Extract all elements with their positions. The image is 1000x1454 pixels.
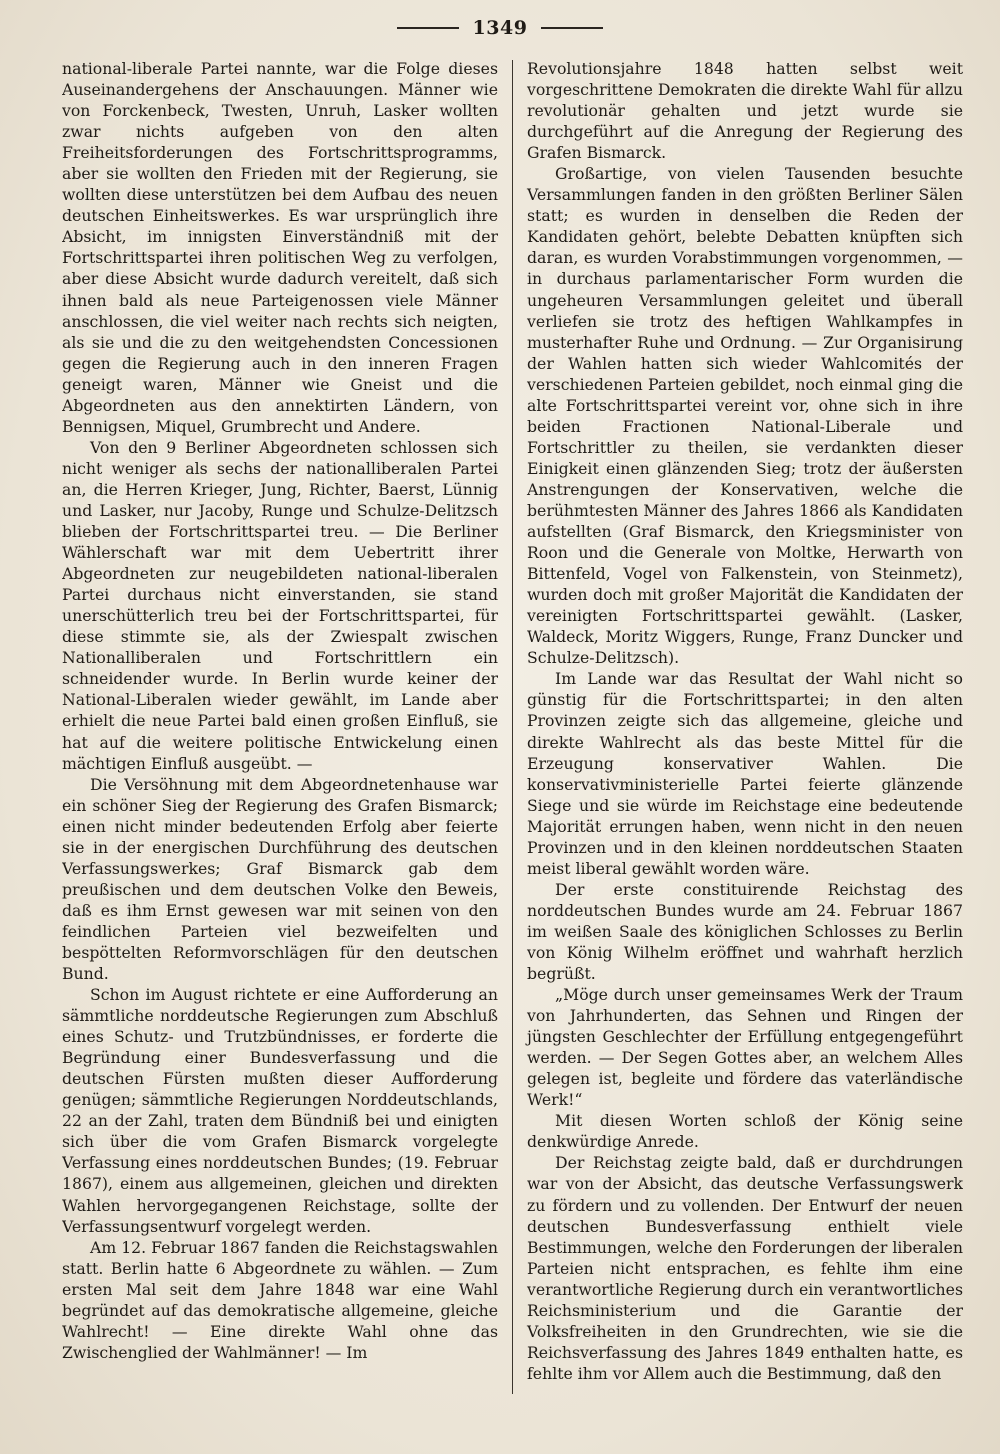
paragraph: Der erste constituirende Reichstag des norddeutschen Bundes wurde am 24. Februar 1867 im weißen Saale des königlichen Schlosses zu Berlin von König Wilhelm eröffnet und wahrhaft herzlich begrüßt. bbox=[527, 879, 963, 984]
text-columns bbox=[62, 58, 968, 1394]
paragraph: Revolutionsjahre 1848 hatten selbst weit vorgeschrittene Demokraten die direkte Wahl für allzu revolutionär gehalten und jetzt wurde sie durchgeführt auf die Anregung der Regierung des Grafen Bismarck. bbox=[527, 59, 963, 163]
left-column bbox=[62, 58, 508, 1394]
paragraph: Der Reichstag zeigte bald, daß er durchdrungen war von der Absicht, das deutsche Verfassungswerk zu fördern und zu vollenden. Der Entwurf der neuen deutschen Bundesverfassung enthielt viele Bestimmungen, welche den Forderungen der liberalen Parteien nicht entsprachen, es fehlte ihm eine verantwortliche Regierung durch ein verantwortliches Reichsministerium und die Garantie der Volksfreiheiten in den Grundrechten, wie sie die Reichsverfassung des Jahres 1849 enthalten hatte, es fehlte ihm vor Allem auch die Bestimmung, daß den bbox=[527, 1153, 963, 1383]
page-header bbox=[0, 14, 1000, 42]
paragraph: „Möge durch unser gemeinsames Werk der Traum von Jahrhunderten, das Sehnen und Ringen der jüngsten Geschlechter der Erfüllung entgegengeführt werden. — Der Segen Gottes aber, an welchem Alles gelegen ist, begleite und fördere das vaterländische Werk!“ bbox=[527, 985, 963, 1110]
header-rule-right bbox=[541, 27, 603, 29]
paragraph: Im Lande war das Resultat der Wahl nicht so günstig für die Fortschrittspartei; in den alten Provinzen zeigte sich das allgemeine, gleiche und direkte Wahlrecht als das beste Mittel für die Erzeugung konservativer Wahlen. Die konservativministerielle Partei feierte glänzende Siege und sie würde im Reichstage eine bedeutende Majorität errungen haben, wenn nicht in den neuen Provinzen und in den kleinen norddeutschen Staaten meist liberal gewählt worden wäre. bbox=[527, 669, 963, 878]
paragraph: Großartige, von vielen Tausenden besuchte Versammlungen fanden in den größten Berliner Sälen statt; es wurden in denselben die Reden der Kandidaten gehört, belebte Debatten knüpften sich daran, es wurden Vorabstimmungen vorgenommen, — in durchaus parlamentarischer Form wurden die ungeheuren Versammlungen geleitet und überall verliefen sie trotz des heftigen Wahlkampfes in musterhafter Ruhe und Ordnung. — Zur Organisirung der Wahlen hatten sich wieder Wahlcomités der verschiedenen Parteien gebildet, noch einmal ging die alte Fortschrittspartei vereint vor, ohne sich in ihre beiden Fractionen National-Liberale und Fortschrittler zu theilen, sie verdankten dieser Einigkeit einen glänzenden Sieg; trotz der äußersten Anstrengungen der Konservativen, welche die berühmtesten Männer des Jahres 1866 als Kandidaten aufstellten (Graf Bismarck, den Kriegsminister von Roon und die Generale von Moltke, Herwarth von Bittenfeld, Vogel von Falkenstein, von Steinmetz), wurden doch mit großer Majorität die Kandidaten der vereinigten Fortschrittspartei gewählt. (Lasker, Waldeck, Moritz Wiggers, Runge, Franz Duncker und Schulze-Delitzsch). bbox=[527, 164, 963, 668]
header-rule-left bbox=[397, 27, 459, 29]
paragraph: Von den 9 Berliner Abgeordneten schlossen sich nicht weniger als sechs der nationalliberalen Partei an, die Herren Krieger, Jung, Richter, Baerst, Lünnig und Lasker, nur Jacoby, Runge und Schulze-Delitzsch blieben der Fortschrittspartei treu. — Die Berliner Wählerschaft war mit dem Uebertritt ihrer Abgeordneten zur neugebildeten national-liberalen Partei durchaus nicht einverstanden, sie stand unerschütterlich treu bei der Fortschrittspartei, für diese stimmte sie, als der Zwiespalt zwischen Nationalliberalen und Fortschrittlern ein schneidender wurde. In Berlin wurde keiner der National-Liberalen wieder gewählt, im Lande aber erhielt die neue Partei bald einen großen Einfluß, sie hat auf die weitere politische Entwickelung einen mächtigen Einfluß ausgeübt. — bbox=[62, 437, 498, 773]
paragraph: Schon im August richtete er eine Aufforderung an sämmtliche norddeutsche Regierungen zum Abschluß eines Schutz- und Trutzbündnisses, er forderte die Begründung einer Bundesverfassung und die deutschen Fürsten mußten dieser Aufforderung genügen; sämmtliche Regierungen Norddeutschlands, 22 an der Zahl, traten dem Bündniß bei und einigten sich über die vom Grafen Bismarck vorgelegte Verfassung eines norddeutschen Bundes; (19. Februar 1867), einem aus allgemeinen, gleichen und direkten Wahlen hervorgegangenen Reichstage, sollte der Verfassungsentwurf vorgelegt werden. bbox=[62, 985, 498, 1236]
paragraph: national-liberale Partei nannte, war die Folge dieses Auseinandergehens der Anschauungen. Männer wie von Forckenbeck, Twesten, Unruh, Lasker wollten zwar nichts aufgeben von den alten Freiheitsforderungen des Fortschrittsprogramms, aber sie wollten den Frieden mit der Regierung, sie wollten diese unterstützen bei dem Aufbau des neuen deutschen Einheitswerkes. Es war ursprünglich ihre Absicht, im innigsten Einverständniß mit der Fortschrittspartei ihren politischen Weg zu verfolgen, aber diese Absicht wurde dadurch vereitelt, daß sich ihnen bald als neue Parteigenossen viele Männer anschlossen, die viel weiter nach rechts sich neigten, als sie und die zu den weitgehendsten Concessionen gegen die Regierung auch in den inneren Fragen geneigt waren, Männer wie Gneist und die Abgeordneten aus den annektirten Ländern, von Bennigsen, Miquel, Grumbrecht und Andere. bbox=[62, 59, 498, 436]
column-divider bbox=[512, 60, 513, 1394]
paragraph: Mit diesen Worten schloß der König seine denkwürdige Anrede. bbox=[527, 1111, 963, 1152]
paragraph: Die Versöhnung mit dem Abgeordnetenhause war ein schöner Sieg der Regierung des Grafen Bismarck; einen nicht minder bedeutenden Erfolg aber feierte sie in der energischen Durchführung des deutschen Verfassungswerkes; Graf Bismarck gab dem preußischen und dem deutschen Volke den Beweis, daß es ihm Ernst gewesen war mit seinen von den feindlichen Parteien viel bezweifelten und bespöttelten Reformvorschlägen für den deutschen Bund. bbox=[62, 774, 498, 984]
paragraph: Am 12. Februar 1867 fanden die Reichstagswahlen statt. Berlin hatte 6 Abgeordnete zu wählen. — Zum ersten Mal seit dem Jahre 1848 war eine Wahl begründet auf das demokratische allgemeine, gleiche Wahlrecht! — Eine direkte Wahl ohne das Zwischenglied der Wahlmänner! — Im bbox=[62, 1237, 498, 1362]
right-column bbox=[517, 58, 963, 1394]
page-number: 1349 bbox=[472, 17, 528, 39]
